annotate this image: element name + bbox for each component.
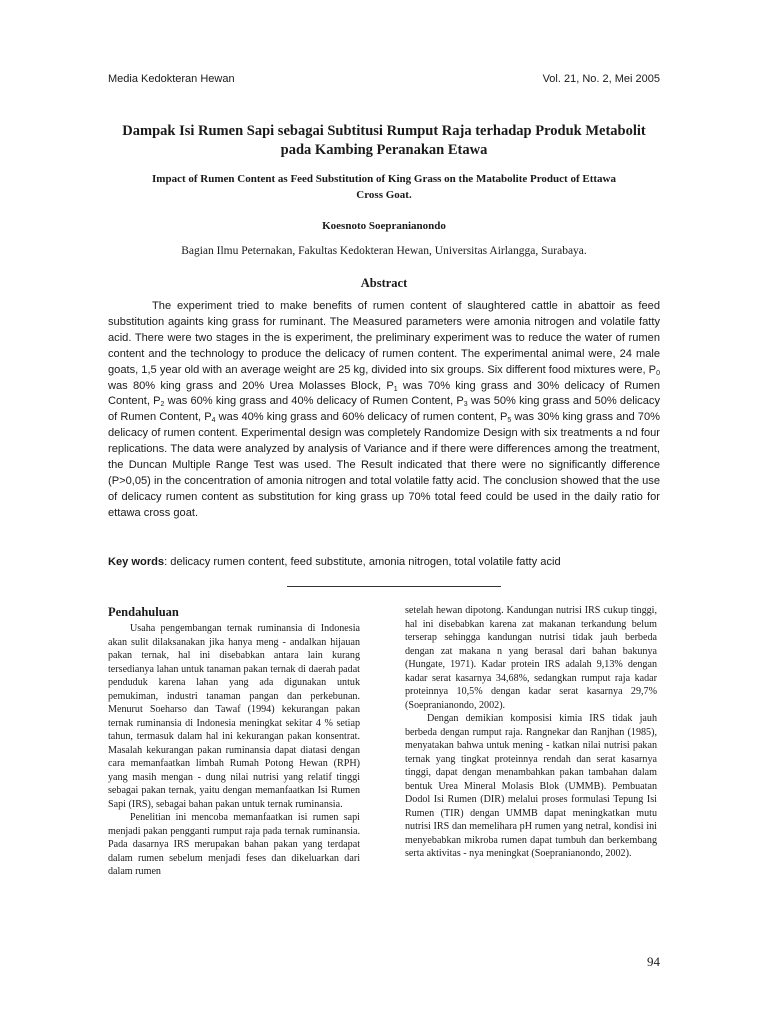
- intro-paragraph-3: Dengan demikian komposisi kimia IRS tidak jauh berbeda dengan rumput raja. Rangnekar dan Ranjhan (1985), menyatakan bahwa untuk mening - katkan nilai nutrisi pakan ternak yang tingkat proteinnya rendah dan serat kasarnya tinggi, dapat dengan menambahkan pakan tambahan dalam bentuk Urea Mineral Molasis Blok (UMMB). Pembuatan Dodol Isi Rumen (DIR) melalui proses formulasi Tepung Isi Rumen (TIR) dengan UMMB dapat meningkatkan mutu nutrisi IRS dan memelihara pH rumen yang netral, kondisi ini menyebabkan mikroba rumen dapat tumbuh dan berkembang serta aktivitas - nya meningkat (Soepranianondo, 2002).: [405, 713, 657, 859]
- left-column: [108, 604, 360, 879]
- journal-name: Media Kedokteran Hewan: [108, 73, 235, 85]
- keywords-line: [108, 556, 660, 568]
- right-column: [405, 604, 657, 861]
- abstract-text-1: The experiment tried to make benefits of rumen content of slaughtered cattle in abattoir as feed substitution againts king grass for ruminant. The Measured parameters were amonia nitrogen and volatile fatty acid. There were two stages in the is experiment, the preliminary experiment was to reduce the water of rumen content and the technology to produce the delicacy of rumen content. The experimental animal were, 24 male goats, 1,5 year old with an average weight are 25 kg, divided into six groups. Six different food mixtures were, P: [108, 300, 660, 376]
- intro-paragraph-continued: setelah hewan dipotong. Kandungan nutrisi IRS cukup tinggi, hal ini disebabkan karena zat makanan terkandung belum terserap sehingga kandungan nutrisi tidak jauh berbeda dengan zat makana n yang berasal dari bahan bakunya (Hungate, 1971). Kadar protein IRS adalah 9,13% dengan kadar serat kasarnya 34,68%, sedangkan rumput raja kadar proteinnya 10,5% dengan kadar serat kasarnya 29,7% (Soepranianondo, 2002).: [405, 605, 657, 711]
- abstract-body: [108, 299, 660, 522]
- keywords-text: : delicacy rumen content, feed substitute, amonia nitrogen, total volatile fatty acid: [164, 556, 561, 568]
- abstract-text-2: was 80% king grass and 20% Urea Molasses Block, P: [108, 379, 394, 392]
- article-subtitle-english: Impact of Rumen Content as Feed Substitution of King Grass on the Matabolite Product of Ettawa Cross Goat.: [152, 173, 616, 201]
- subscript-4: 4: [211, 417, 216, 425]
- subscript-1: 1: [393, 385, 398, 393]
- running-header: [108, 73, 660, 89]
- author-affiliation: Bagian Ilmu Peternakan, Fakultas Kedokteran Hewan, Universitas Airlangga, Surabaya.: [181, 245, 587, 257]
- subscript-5: 5: [507, 417, 512, 425]
- author-name: Koesnoto Soepranianondo: [322, 220, 446, 232]
- abstract-text-6: was 40% king grass and 60% delicacy of rumen content, P: [215, 411, 508, 424]
- keywords-label: Key words: [108, 556, 165, 568]
- article-title: Dampak Isi Rumen Sapi sebagai Subtitusi Rumput Raja terhadap Produk Metabolit pada Kambing Peranakan Etawa: [122, 123, 646, 158]
- subscript-0: 0: [656, 369, 660, 377]
- abstract-text-7: was 30% king grass and 70% delicacy of rumen content. Experimental design was completely Randomize Design with six treatments a nd four replications. The data were analyzed by analysis of Variance and if there were differences among the treatment, the Duncan Multiple Range Test was used. The Result indicated that there were no significantly difference (P>0,05) in the concentration of amonia nitrogen and total volatile fatty acid. The conclusion showed that the use of delicacy rumen content as substitution for king grass up 70% total feed could be used in the daily ratio for ettawa cross goat.: [108, 411, 660, 519]
- subscript-2: 2: [160, 401, 165, 409]
- intro-paragraph-1: Usaha pengembangan ternak ruminansia di Indonesia akan sulit dilaksanakan jika hanya meng - andalkan hijauan pakan ternak, hal ini disebabkan antara lain kurang tersedianya lahan untuk tanaman pakan ternak di daerah padat penduduk karena lahan yang ada digunakan untuk pemukiman, industri tanaman pangan dan perkebunan. Menurut Soeharso dan Tawaf (1994) kekurangan pakan ternak ruminansia di Indonesia meningkat sekitar 4 % setiap tahun, termasuk dalam hal ini kekurangan pakan konsentrat. Masalah kekurangan pakan ruminansia dapat diatasi dengan cara memanfaatkan limbah Rumah Potong Hewan (RPH) yang masih mengan - dung nilai nutrisi yang relatif tinggi sebagai pakan ternak, yaitu dengan memanfaatkan Isi Rumen Sapi (IRS), sebagai bahan pakan untuk ternak ruminansia.: [108, 623, 360, 810]
- abstract-text-4: was 60% king grass and 40% delicacy of Rumen Content, P: [164, 395, 464, 408]
- page-number: 94: [647, 954, 660, 969]
- subscript-3: 3: [463, 401, 468, 409]
- abstract-text-3: was 70% king grass and 30% delicacy of Rumen Content, P: [108, 379, 660, 408]
- abstract-heading: Abstract: [360, 276, 408, 290]
- volume-info: Vol. 21, No. 2, Mei 2005: [542, 73, 660, 85]
- abstract-text-5: was 50% king grass and 50% delicacy of Rumen Content, P: [108, 395, 660, 424]
- section-heading-pendahuluan: Pendahuluan: [108, 605, 179, 619]
- section-divider: [287, 586, 501, 587]
- intro-paragraph-2: Penelitian ini mencoba memanfaatkan isi rumen sapi menjadi pakan pengganti rumput raja pada ternak ruminansia. Pada dasarnya IRS merupakan bahan pakan yang terdapat dalam rumen sebelum menjadi feses dan dikeluarkan dari dalam rumen: [108, 812, 360, 877]
